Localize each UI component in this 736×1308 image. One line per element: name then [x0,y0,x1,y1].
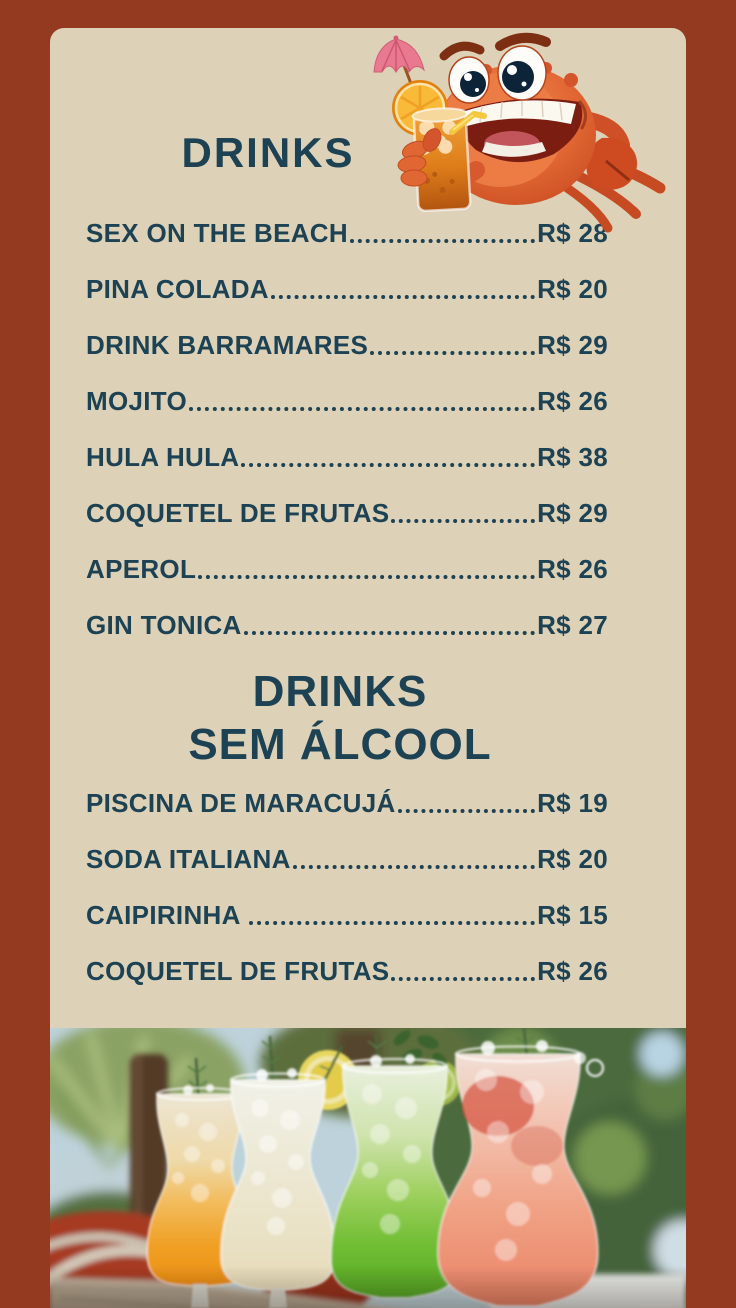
crab-mascot-icon [366,30,686,244]
menu-item-name: PISCINA DE MARACUJÁ [86,787,396,818]
menu-item-price: R$ 28 [537,217,608,248]
section-title-line: DRINKS [252,667,428,716]
menu-item-price: R$ 26 [537,385,608,416]
menu-item-price: R$ 29 [537,497,608,528]
cocktails-photo [50,1028,686,1308]
menu-item-price: R$ 20 [537,843,608,874]
dot-leader [244,631,535,635]
menu-item-name: PINA COLADA [86,273,269,304]
menu-item-price: R$ 26 [537,553,608,584]
menu-sections [50,205,686,999]
dot-leader [189,407,535,411]
dot-leader [293,865,535,869]
menu-item-price: R$ 29 [537,329,608,360]
menu-list [50,205,686,653]
menu-item-row [86,429,608,485]
dot-leader [398,809,536,813]
menu-item-price: R$ 27 [537,609,608,640]
menu-item-name: SEX ON THE BEACH [86,217,348,248]
menu-item-name: DRINK BARRAMARES [86,329,369,360]
menu-item-price: R$ 38 [537,441,608,472]
section-title [50,665,630,771]
menu-item-row [86,775,608,831]
menu-item-row [86,373,608,429]
menu-item-row [86,597,608,653]
menu-item-row [86,943,608,999]
menu-item-name: HULA HULA [86,441,240,472]
dot-leader [391,977,535,981]
menu-item-row [86,541,608,597]
menu-item-row [86,261,608,317]
menu-item-name: COQUETEL DE FRUTAS [86,955,390,986]
menu-item-row [86,831,608,887]
menu-item-price: R$ 19 [537,787,608,818]
menu-item-name: MOJITO [86,385,188,416]
menu-item-name: SODA ITALIANA [86,843,291,874]
menu-item-name: APEROL [86,553,197,584]
menu-item-row [86,887,608,943]
menu-item-row [86,485,608,541]
menu-item-name: COQUETEL DE FRUTAS [86,497,390,528]
menu-item-name: GIN TONICA [86,609,242,640]
menu-item-row [86,317,608,373]
menu-item-name: CAIPIRINHA [86,899,248,930]
menu-item-price: R$ 20 [537,273,608,304]
dot-leader [391,519,535,523]
menu-list [50,775,686,999]
dot-leader [249,921,535,925]
dot-leader [271,295,535,299]
page-title: DRINKS [181,129,355,176]
section-title-line: SEM ÁLCOOL [188,720,492,769]
dot-leader [198,575,535,579]
menu-header [50,28,686,205]
menu-card [50,28,686,1308]
menu-item-price: R$ 15 [537,899,608,930]
menu-item-price: R$ 26 [537,955,608,986]
menu-section [50,205,686,653]
dot-leader [370,351,535,355]
menu-section [50,665,686,999]
dot-leader [241,463,535,467]
